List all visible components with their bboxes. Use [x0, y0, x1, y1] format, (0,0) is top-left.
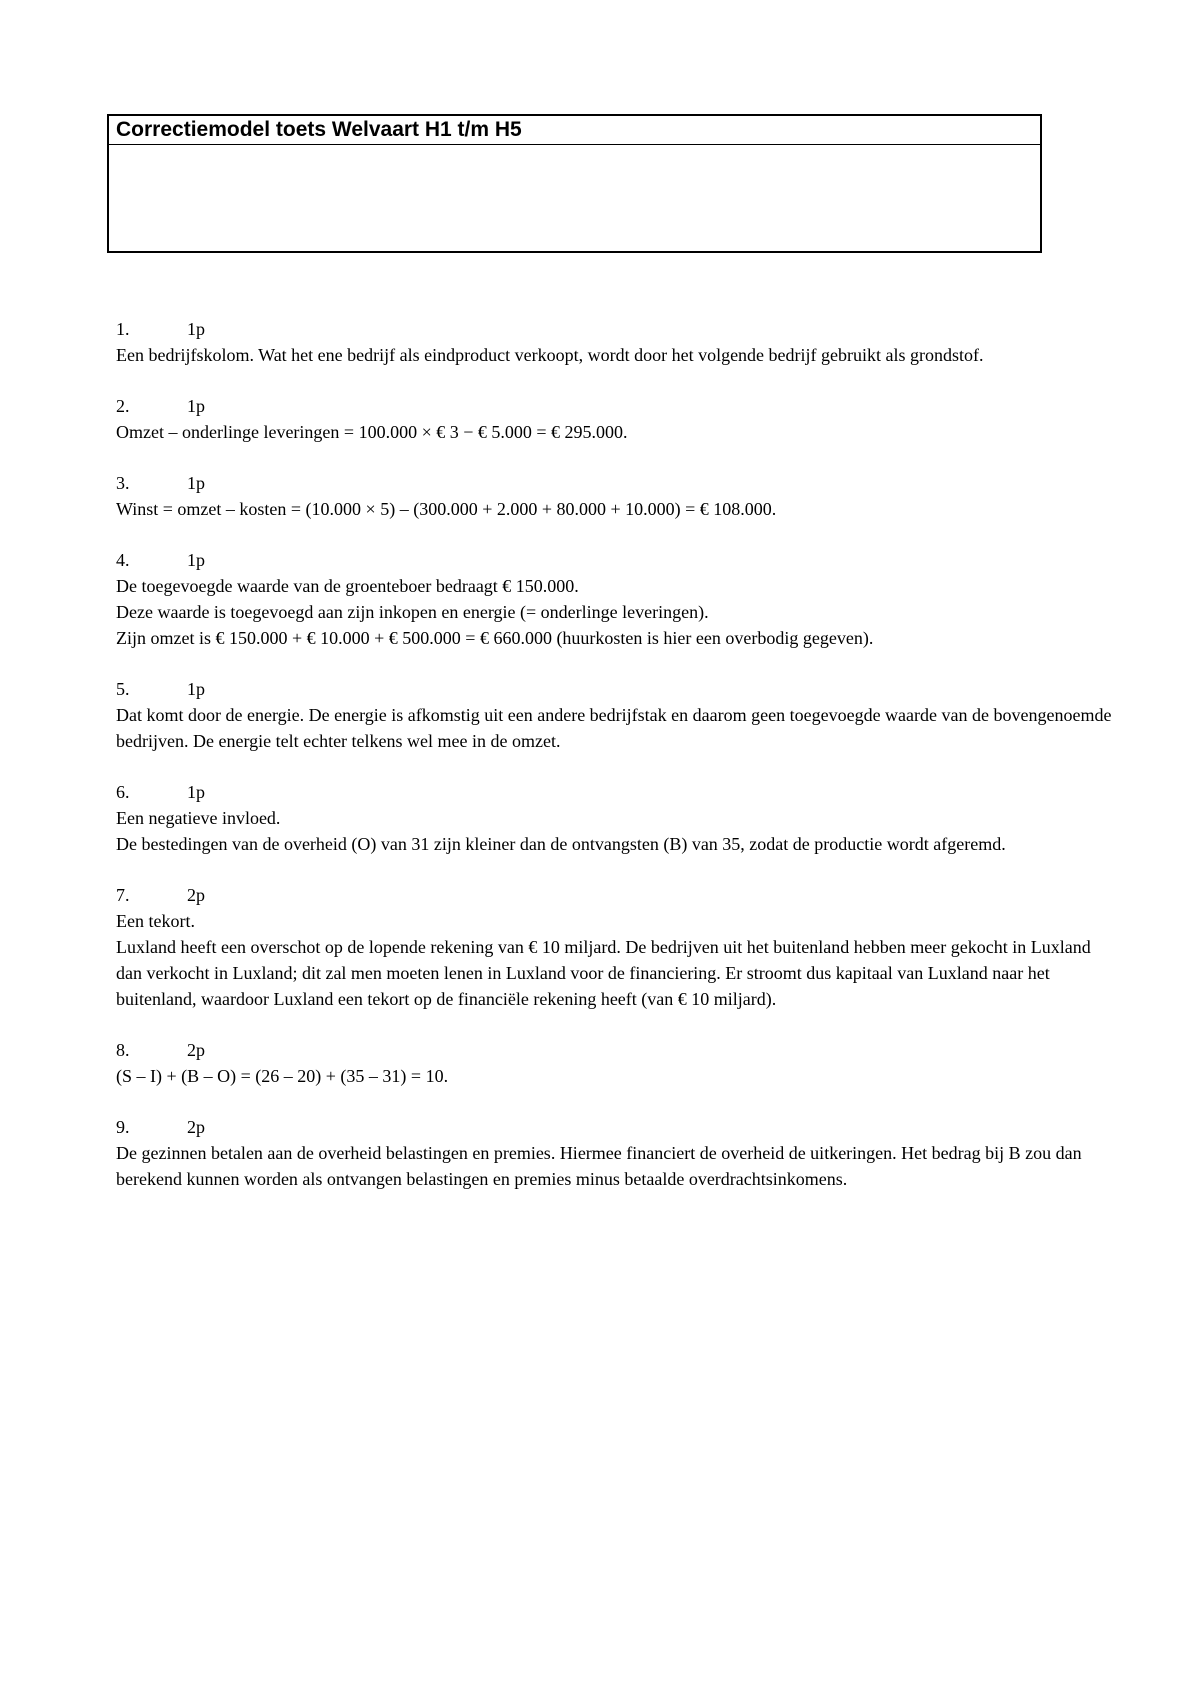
question-points: 1p [187, 319, 205, 339]
question-points: 2p [187, 885, 205, 905]
answer-line: Dat komt door de energie. De energie is afkomstig uit een andere bedrijfstak en daarom geen toegevoegde waarde van de bovengenoemde bedrijven. De energie telt echter telkens wel mee in de omzet. [116, 705, 1112, 751]
question-2 [116, 393, 1116, 445]
answer-line: De gezinnen betalen aan de overheid belastingen en premies. Hiermee financiert de overheid de uitkeringen. Het bedrag bij B zou dan berekend kunnen worden als ontvangen belastingen en premies minus betaalde overdrachtsinkomens. [116, 1143, 1082, 1189]
question-number: 6. [116, 782, 130, 802]
document-title: Correctiemodel toets Welvaart H1 t/m H5 [109, 116, 1040, 145]
title-box [107, 114, 1042, 253]
question-6 [116, 779, 1116, 857]
question-7 [116, 882, 1116, 1012]
question-points: 1p [187, 782, 205, 802]
question-number: 7. [116, 885, 130, 905]
answer-line: Een bedrijfskolom. Wat het ene bedrijf als eindproduct verkoopt, wordt door het volgende bedrijf gebruikt als grondstof. [116, 345, 984, 365]
question-4 [116, 547, 1116, 651]
question-number: 3. [116, 473, 130, 493]
answer-line: De bestedingen van de overheid (O) van 31 zijn kleiner dan de ontvangsten (B) van 35, zodat de productie wordt afgeremd. [116, 834, 1006, 854]
question-number: 5. [116, 679, 130, 699]
answer-line: De toegevoegde waarde van de groenteboer bedraagt € 150.000. [116, 576, 579, 596]
question-3 [116, 470, 1116, 522]
question-points: 1p [187, 679, 205, 699]
question-number: 2. [116, 396, 130, 416]
answer-line: Luxland heeft een overschot op de lopende rekening van € 10 miljard. De bedrijven uit het buitenland hebben meer gekocht in Luxland dan verkocht in Luxland; dit zal men moeten lenen in Luxland voor de financiering. Er stroomt dus kapitaal van Luxland naar het buitenland, waardoor Luxland een tekort op de financiële rekening heeft (van € 10 miljard). [116, 937, 1091, 1009]
question-points: 1p [187, 396, 205, 416]
answer-line: Een tekort. [116, 911, 195, 931]
answer-line: Een negatieve invloed. [116, 808, 281, 828]
answer-line: Deze waarde is toegevoegd aan zijn inkopen en energie (= onderlinge leveringen). [116, 602, 709, 622]
question-8 [116, 1037, 1116, 1089]
question-points: 1p [187, 473, 205, 493]
answer-line: (S – I) + (B – O) = (26 – 20) + (35 – 31) = 10. [116, 1066, 449, 1086]
question-points: 1p [187, 550, 205, 570]
answer-line: Omzet – onderlinge leveringen = 100.000 × € 3 − € 5.000 = € 295.000. [116, 422, 628, 442]
question-points: 2p [187, 1040, 205, 1060]
question-5 [116, 676, 1116, 754]
question-9 [116, 1114, 1116, 1192]
question-number: 9. [116, 1117, 130, 1137]
answer-list [116, 316, 1116, 1217]
question-number: 1. [116, 319, 130, 339]
answer-line: Zijn omzet is € 150.000 + € 10.000 + € 500.000 = € 660.000 (huurkosten is hier een overbodig gegeven). [116, 628, 874, 648]
question-number: 8. [116, 1040, 130, 1060]
question-points: 2p [187, 1117, 205, 1137]
question-1 [116, 316, 1116, 368]
question-number: 4. [116, 550, 130, 570]
answer-line: Winst = omzet – kosten = (10.000 × 5) – (300.000 + 2.000 + 80.000 + 10.000) = € 108.000. [116, 499, 777, 519]
